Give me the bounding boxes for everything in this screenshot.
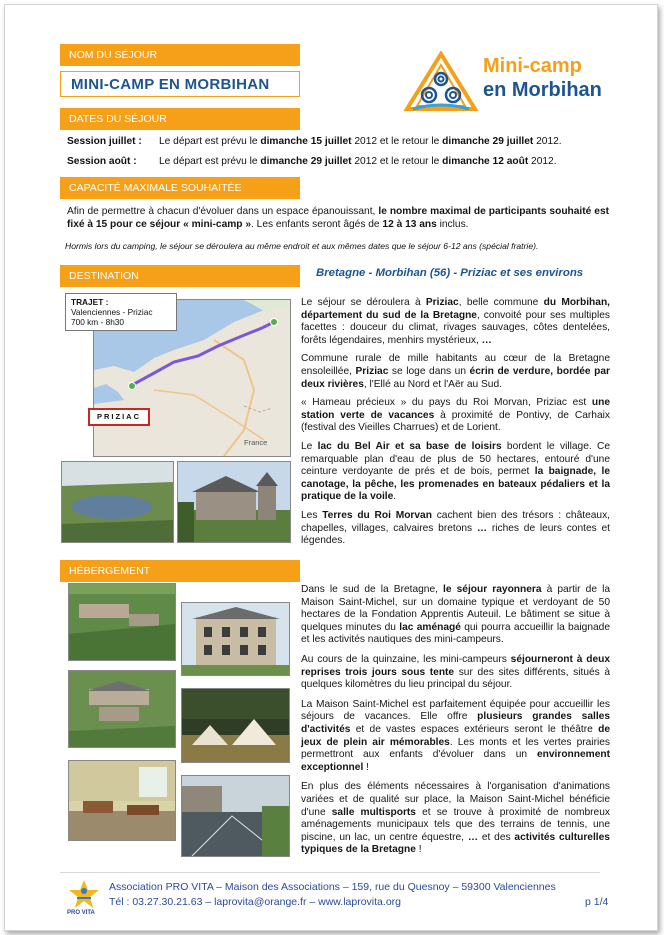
map-pin-label: PRIZIAC [88,408,150,426]
hebergement-text-run: sur des sites différents, situés à quelques kilomètres du lieu principal du séjour. [301,666,610,691]
session-aout-label: Session août : [67,156,137,167]
trajet-info: 700 km - 8h30 [71,317,125,327]
hebergement-bold-text: lac aménagé [399,621,461,633]
hebergement-bold-text: … [467,831,478,843]
session-aout-start: dimanche 29 juillet [260,156,352,167]
destination-paragraph [301,353,610,391]
section-label-nom: NOM DU SÉJOUR [69,49,158,61]
destination-text [301,297,610,554]
destination-text-run: Les [301,509,323,521]
stay-title-prefix: MINI-CAMP [71,76,155,93]
footer-address: Association PRO VITA – Maison des Associations – 159, rue du Quesnoy – 59300 Valenciennes [109,881,556,893]
hebergement-text-run: et de vastes espaces extérieurs seront le théâtre [350,723,599,735]
hebergement-text-run: et des [478,831,515,843]
hebergement-bold-text: salle multisports [331,806,416,818]
hebergement-text-run: . Les monts et les vertes prairies permettront aux enfants d'évoluer dans un [301,736,610,761]
hebergement-text-run: Dans le sud de la Bretagne, [301,584,444,595]
section-label-capacite: CAPACITÉ MAXIMALE SOUHAITÉE [69,182,242,194]
destination-subtitle: Bretagne - Morbihan (56) - Priziac et ses environs [316,267,584,279]
multisport-field-photo [181,775,290,857]
capacite-max: le nombre maximal de participants souhaité est fixé à 15 pour ce séjour « mini-camp » [67,206,609,230]
hebergement-bold-text: activités culturelles typiques de la Bretagne [301,831,610,856]
document-page [4,4,658,931]
destination-bold-text: la baignade, le canotage, la pêche, les promenades en bateaux pédaliers et la pratique de la voile [301,466,610,503]
destination-text-run: à proximité de Pontivy, de Carhaix (festival des Vieilles Charrues) et de Lorient. [301,409,610,434]
hebergement-text-run: et se trouve à proximité de nombreux aménagements municipaux tels que des terrains de tennis, une piscine, un lac, un centre équestre, [301,806,610,843]
session-juillet-text [159,136,562,147]
destination-bold-text: du Morbihan, département du sud de la Bretagne [301,297,611,321]
destination-text-run: , convoité pour ses multiples facettes : douceur du climat, rivages sauvages, côtes dentelées, forêts légendaires, menhirs mystérieux, [301,309,610,346]
destination-text-run: Le séjour se déroulera à [301,297,426,308]
hebergement-bold-text: plusieurs grandes salles d'activités [301,711,610,735]
session-juillet-start: dimanche 15 juillet [260,136,352,147]
map-country-label: France [244,438,268,447]
footer-contact: Tél : 03.27.30.21.63 – laprovita@orange.fr – www.laprovita.org [109,896,401,908]
hebergement-text-run: ! [415,844,422,856]
trajet-route: Valenciennes - Priziac [71,307,153,317]
destination-text-run: Commune rurale de mille habitants au cœur de la Bretagne ensoleillée, [301,353,610,377]
section-bar-dates [60,108,300,130]
domain-aerial-photo-1 [68,583,176,661]
session-aout-end: dimanche 12 août [442,156,529,167]
destination-text-run: se loge dans un [388,365,470,377]
hebergement-paragraph [301,584,610,647]
stay-title [60,71,300,97]
trajet-title: TRAJET : [71,297,109,307]
section-bar-destination [60,265,300,287]
hebergement-bold-text: le séjour rayonnera [443,584,542,595]
section-bar-capacite [60,177,300,199]
destination-text-run: « Hameau précieux » du pays du Roi Morvan, Priziac est [301,397,592,409]
destination-text-run: , belle commune [458,297,544,308]
hebergement-bold-text: de jeux de plein air mémorables [301,723,610,748]
capacite-text [67,206,609,231]
destination-text-run: bordent le village. Ce remarquable plan d'eau de plus de 50 hectares, entouré d'une ceinture verdoyante de prés et de bois, permet [301,440,610,478]
pro-vita-logo-text: PRO VITA [67,910,95,916]
destination-text-run: . [393,491,397,503]
pro-vita-logo-icon [65,878,103,914]
activity-room-photo [68,760,176,841]
destination-bold-text: une station verte de vacances [301,397,610,421]
destination-paragraph [301,397,610,435]
domain-aerial-photo-2 [68,670,176,748]
section-label-destination: DESTINATION [69,270,139,282]
hebergement-text-run: ! [363,761,369,773]
castle-photo [177,461,291,543]
logo-line2: en Morbihan [483,79,602,101]
hebergement-paragraph [301,781,610,857]
destination-text-run: riches de leurs contes et légendes. [301,522,610,547]
hebergement-text [301,584,610,864]
destination-bold-text: Priziac [425,297,459,308]
maison-saint-michel-photo [181,602,290,676]
hebergement-bold-text: environnement exceptionnel [301,749,610,773]
destination-text-run: , l'Ellé au Nord et l'Aër au Sud. [363,378,502,390]
section-label-dates: DATES DU SÉJOUR [69,113,167,125]
hebergement-text-run: à partir de la Maison Saint-Michel, sur un domaine typique et verdoyant de 50 hectares de la Fondation Apprentis Auteuil. Le bâtiment se situe à quelques minutes du [301,584,610,633]
stay-title-suffix: MORBIHAN [184,76,270,93]
logo-line1: Mini-camp [483,55,582,77]
hebergement-text-run: qui pourra accueillir la baignade et les activités nautiques des mini-campeurs. [301,621,610,646]
capacite-t3: inclus. [436,218,469,230]
section-bar-nom [60,44,300,66]
hebergement-text-run: La Maison Saint-Michel est parfaitement équipée pour accueillir les séjours de vacances. Elle offre [301,698,610,723]
destination-text-run: Le [301,440,318,452]
destination-bold-text: écrin de verdure, bordée par deux rivières [301,365,610,390]
destination-paragraph [301,510,610,548]
session-juillet-t3: 2012. [533,136,562,147]
destination-bold-text: … [476,522,488,534]
destination-bold-text: … [481,334,492,346]
session-aout-t2: 2012 et le retour le [351,156,443,167]
tents-photo [181,688,290,763]
hebergement-paragraph [301,699,610,775]
hebergement-paragraph [301,654,610,692]
session-juillet-end: dimanche 29 juillet [442,136,534,147]
capacite-note: Hormis lors du camping, le séjour se déroulera au même endroit et aux mêmes dates que le séjour 6-12 ans (spécial fratrie). [65,241,539,251]
section-bar-hebergement [60,560,300,582]
hebergement-text-run: En plus des éléments nécessaires à l'organisation d'animations variées et de qualité sur place, la Maison Saint-Michel bénéficie d'une [301,781,610,818]
session-aout-t3: 2012. [528,156,557,167]
capacite-ages: 12 à 13 ans [382,218,437,230]
trajet-box [65,293,177,331]
destination-paragraphs [301,297,610,548]
capacite-t2: . Les enfants seront âgés de [251,218,383,230]
session-juillet-t2: 2012 et le retour le [351,136,443,147]
destination-bold-text: Terres du Roi Morvan [322,509,432,521]
hebergement-bold-text: séjourneront à deux reprises trois jours sous tente [301,653,611,678]
section-label-hebergement: HÉBERGEMENT [69,565,151,577]
lake-aerial-photo [61,461,174,543]
page-number: p 1/4 [585,896,609,908]
stay-title-mid: EN [154,76,185,93]
session-juillet-label: Session juillet : [67,136,142,147]
session-juillet-t1: Le départ est prévu le [159,136,261,147]
destination-paragraph [301,441,610,504]
session-aout-t1: Le départ est prévu le [159,156,261,167]
destination-bold-text: Priziac [355,365,389,377]
hebergement-text-run: Au cours de la quinzaine, les mini-campeurs [301,653,511,665]
hebergement-paragraphs [301,584,610,857]
session-aout-text [159,156,557,167]
destination-text-run: cachent bien des trésors : châteaux, chapelles, villages, calvaires bretons [301,509,610,534]
destination-paragraph [301,297,610,347]
destination-bold-text: lac du Bel Air et sa base de loisirs [317,440,502,452]
footer-divider [60,872,600,873]
mini-camp-logo-icon [403,51,479,113]
capacite-t1: Afin de permettre à chacun d'évoluer dans un espace épanouissant, [67,206,379,217]
